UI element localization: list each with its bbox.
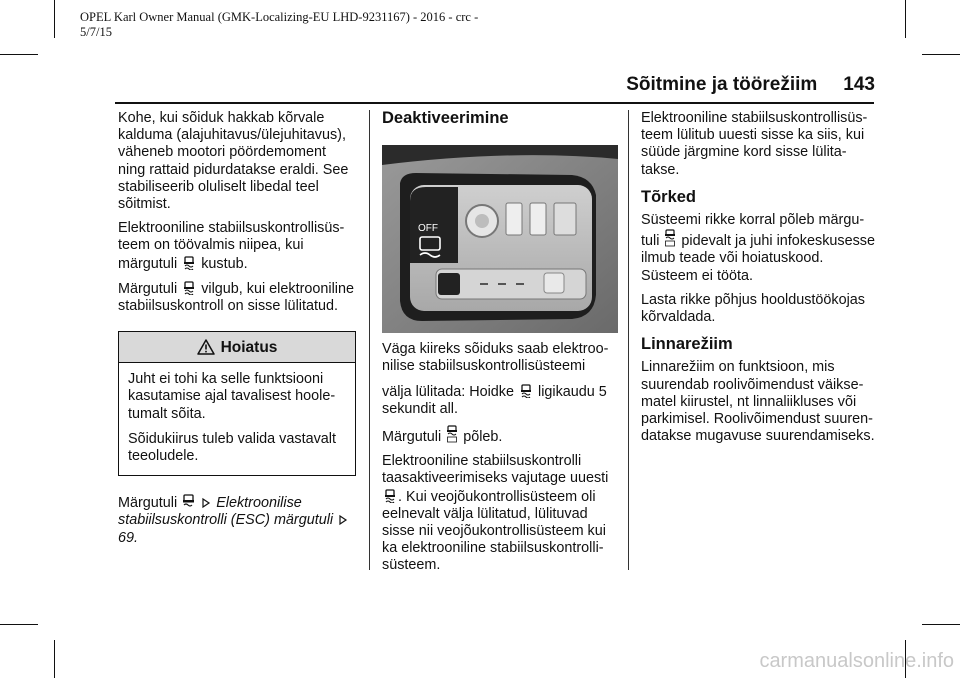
reference-page[interactable]: 69. (118, 529, 139, 546)
meta-date: 5/7/15 (80, 25, 112, 39)
crop-mark (0, 624, 38, 625)
crop-mark (905, 0, 906, 38)
paragraph (382, 383, 618, 418)
paragraph (382, 425, 618, 446)
section-heading: Deaktiveerimine (382, 109, 509, 127)
paragraph: Sõidukiirus tuleb valida vastavalt teeoludele. (128, 430, 336, 465)
reference-arrow-icon (338, 514, 348, 526)
esc-off-icon (446, 425, 458, 443)
text: kustub. (201, 255, 248, 272)
reference-arrow-icon (201, 497, 211, 509)
warning-triangle-icon (197, 339, 215, 355)
text: ligikaudu 5 sekundit all. (382, 383, 607, 417)
text: põleb. (463, 429, 503, 446)
esc-car-skid-icon (182, 255, 196, 270)
crop-mark (0, 54, 38, 55)
paragraph (118, 280, 356, 315)
text: Märgutuli (118, 495, 178, 512)
text: Süsteemi rikke korral põleb märgu-tuli (641, 212, 865, 250)
section-title: Sõitmine ja töörežiim (626, 74, 818, 95)
paragraph (382, 453, 618, 574)
text: pidevalt ja juhi infokeskusesse ilmub teade või hoiatuskood. Süsteem ei tööta. (641, 233, 875, 284)
paragraph: Elektrooniline stabiilsuskontrollisüs-teem lülitub uuesti sisse ka siis, kui süüde järgmine kord sisse lülita-takse. (641, 110, 868, 178)
text: vilgub, kui elektrooniline stabiilsuskontroll on sisse lülitatud. (118, 280, 354, 315)
paragraph (641, 212, 879, 285)
text: Elektrooniline stabiilsuskontrolli taasaktiveerimiseks vajutage uuesti (382, 453, 609, 487)
text: Märgutuli (118, 280, 178, 297)
cross-reference (118, 494, 356, 547)
esc-indicator-icon (182, 494, 195, 509)
esc-button-photo (382, 145, 618, 333)
crop-mark (922, 624, 960, 625)
column-divider (369, 110, 370, 570)
warning-body (119, 363, 355, 475)
section-heading: Linnarežiim (641, 335, 733, 354)
esc-car-skid-icon (519, 383, 533, 398)
warning-box (118, 331, 356, 476)
watermark: carmanualsonline.info (759, 650, 954, 672)
esc-car-skid-icon (182, 280, 196, 295)
crop-mark (54, 640, 55, 678)
esc-car-skid-icon (383, 488, 397, 503)
crop-mark (922, 54, 960, 55)
column-2 (382, 110, 618, 582)
text: Elektrooniline stabiilsuskontrollisüs-teem on töövalmis niipea, kui märgutuli (118, 220, 345, 272)
photo-off-label: OFF (418, 223, 438, 235)
paragraph: Lasta rikke põhjus hooldustöökojas kõrvaldada. (641, 291, 865, 326)
warning-header (119, 332, 355, 363)
reference-link[interactable]: Elektroonilise stabiilsuskontrolli (ESC) märgutuli (118, 495, 334, 529)
running-head (560, 74, 875, 96)
text: välja lülitada: Hoidke (382, 383, 514, 400)
paragraph: Linnarežiim on funktsioon, mis suurendab roolivõimendust väikse-matel kiirustel, nt linnaliikluses või parkimisel. Roolivõimendust suuren-datakse mugavuse suurendamiseks. (641, 359, 875, 445)
meta-line: OPEL Karl Owner Manual (GMK-Localizing-EU LHD-9231167) - 2016 - crc - (80, 10, 479, 24)
column-1 (118, 110, 356, 554)
crop-mark (54, 0, 55, 38)
warning-title: Hoiatus (220, 338, 278, 356)
document-meta (80, 10, 500, 40)
text: Märgutuli (382, 429, 442, 446)
text: . Kui veojõukontrollisüsteem oli eelnevalt välja lülitatud, lülituvad sisse nii veojõukontrollisüsteem kui ka elektrooniline stabiilsuskontrolli-süsteem. (382, 488, 606, 574)
header-rule (115, 102, 874, 104)
section-heading: Tõrked (641, 187, 697, 206)
paragraph: Juht ei tohi ka selle funktsiooni kasutamise ajal tavalisest hoole-tumalt sõita. (128, 371, 336, 422)
paragraph (118, 220, 356, 273)
paragraph: Kohe, kui sõiduk hakkab kõrvale kalduma (alajuhitavus/ülejuhitavus), väheneb mootori pöördemoment ning rattaid pidurdatakse eraldi. See stabiliseerib oluliselt libedal teel sõitmist. (118, 110, 349, 213)
paragraph: Väga kiireks sõiduks saab elektroo-nilise stabiilsuskontrollisüsteemi (382, 341, 609, 375)
column-3 (641, 110, 879, 452)
esc-off-icon (664, 229, 676, 247)
column-divider (628, 110, 629, 570)
page-number: 143 (843, 74, 875, 95)
